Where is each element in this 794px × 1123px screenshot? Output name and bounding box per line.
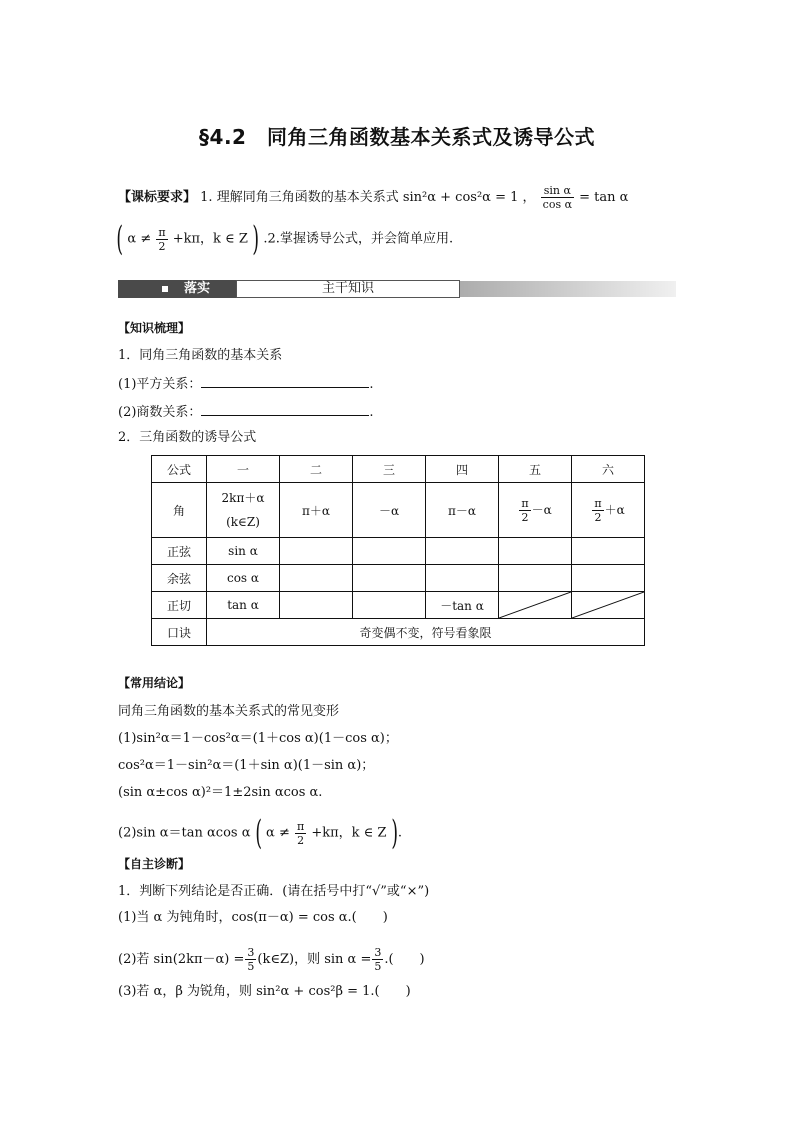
pi-over-2-fraction (519, 497, 530, 524)
conclusion-2: cos²α＝1－sin²α＝(1＋sin α)(1－sin α)； (118, 758, 375, 773)
frac-denominator: 2 (295, 833, 306, 847)
right-paren: ) (390, 813, 398, 853)
conclusion-1: (1)sin²α＝1－cos²α＝(1＋cos α)(1－cos α)； (118, 731, 398, 746)
left-paren: ( (254, 813, 262, 853)
requirements-line-2 (116, 219, 454, 259)
banner-dark-tab (118, 280, 236, 298)
table-header-cell: 四 (426, 456, 499, 483)
frac-numerator: π (521, 496, 529, 510)
tan-alpha: = tan α (579, 190, 629, 205)
knowledge-p1b (118, 403, 374, 421)
answer-blank[interactable] (201, 375, 369, 388)
diagonal-line-icon (572, 592, 644, 618)
conclusions-label: 【常用结论】 (118, 676, 191, 690)
table-cell: 口诀 (152, 619, 207, 646)
frac-numerator: π (296, 819, 305, 833)
answer-blank[interactable] (201, 403, 369, 416)
banner-dark-label: 落实 (184, 281, 211, 296)
table-cell[interactable] (426, 538, 499, 565)
frac-denominator: 5 (374, 960, 382, 973)
table-cell: 余弦 (152, 565, 207, 592)
table-header-cell: 六 (572, 456, 645, 483)
table-cell: 正切 (152, 592, 207, 619)
table-cell: cos α (207, 565, 280, 592)
table-cell[interactable] (280, 592, 353, 619)
pi-over-2-fraction (295, 820, 306, 847)
condition-alpha: α ≠ (266, 825, 290, 841)
table-cell (207, 483, 280, 538)
frac-numerator: 3 (247, 946, 255, 959)
induction-formula-table (151, 455, 645, 646)
banner-light-tab: 主干知识 (236, 280, 460, 298)
table-row (152, 456, 645, 483)
q1b-prefix: (2)若 sin(2kπ－α) = (118, 952, 245, 967)
three-fifths-fraction (372, 946, 383, 973)
table-cell[interactable] (280, 565, 353, 592)
table-cell (499, 483, 572, 538)
frac-numerator: sin α (543, 184, 571, 197)
frac-denominator: 5 (247, 960, 255, 973)
table-cell[interactable] (353, 565, 426, 592)
diagonal-line-icon (499, 592, 571, 618)
angle-formula-6: ＋α (604, 502, 625, 517)
table-row (152, 565, 645, 592)
knowledge-p1a (118, 375, 374, 393)
table-cell: π＋α (280, 483, 353, 538)
square-bullet-icon (162, 286, 168, 292)
table-cell: 角 (152, 483, 207, 538)
conclusion-4 (118, 813, 403, 853)
table-cell: tan α (207, 592, 280, 619)
frac-numerator: π (594, 496, 602, 510)
pi-over-2-fraction (156, 226, 167, 253)
table-cell-rhyme: 奇变偶不变，符号看象限 (207, 619, 645, 646)
frac-denominator: 2 (519, 510, 530, 524)
knowledge-p2: 2．三角函数的诱导公式 (118, 430, 257, 445)
angle-formula-5: －α (531, 502, 552, 517)
frac-denominator: 2 (592, 510, 603, 524)
table-cell[interactable] (353, 592, 426, 619)
period: . (397, 825, 403, 841)
table-cell (572, 483, 645, 538)
table-cell-diagonal (499, 592, 572, 619)
knowledge-label: 【知识梳理】 (118, 321, 191, 335)
table-cell[interactable] (426, 565, 499, 592)
square-relation-label: (1)平方关系： (118, 377, 202, 392)
conclusion-3: (sin α±cos α)²＝1±2sin αcos α. (118, 785, 323, 800)
table-cell: －α (353, 483, 426, 538)
q1b-middle: (k∈Z)，则 sin α = (257, 952, 372, 967)
frac-denominator: 2 (156, 239, 167, 253)
table-cell: －tan α (426, 592, 499, 619)
table-cell[interactable] (499, 538, 572, 565)
table-cell[interactable] (572, 565, 645, 592)
angle-condition-1: (k∈Z) (226, 515, 260, 529)
angle-formula-1: 2kπ＋α (221, 491, 265, 505)
right-paren: ) (252, 219, 259, 259)
condition-rest: +kπ，k ∈ Z (172, 231, 248, 247)
pi-over-2-fraction (592, 497, 603, 524)
table-header-cell: 一 (207, 456, 280, 483)
sin-over-cos-fraction (541, 184, 574, 211)
page-title: §4.2 同角三角函数基本关系式及诱导公式 (199, 125, 595, 149)
table-cell[interactable] (353, 538, 426, 565)
diagnosis-label: 【自主诊断】 (118, 857, 191, 871)
table-row (152, 483, 645, 538)
table-cell: sin α (207, 538, 280, 565)
frac-numerator: 3 (374, 946, 382, 959)
table-cell-diagonal (572, 592, 645, 619)
table-cell[interactable] (572, 538, 645, 565)
left-paren: ( (116, 219, 123, 259)
table-cell: 正弦 (152, 538, 207, 565)
frac-numerator: π (158, 225, 166, 239)
table-cell[interactable] (280, 538, 353, 565)
table-header-cell: 公式 (152, 456, 207, 483)
requirements-line-1 (118, 184, 628, 211)
three-fifths-fraction (245, 946, 256, 973)
frac-denominator: cos α (542, 198, 573, 211)
table-header-cell: 三 (353, 456, 426, 483)
table-cell: π－α (426, 483, 499, 538)
diagnosis-q1: 1．判断下列结论是否正确．(请在括号中打“√”或“×”) (118, 884, 430, 899)
table-row (152, 619, 645, 646)
condition-rest: +kπ，k ∈ Z (311, 825, 387, 841)
table-header-cell: 二 (280, 456, 353, 483)
requirements-item-2: .2.掌握诱导公式，并会简单应用. (263, 231, 454, 247)
diagnosis-q1a: (1)当 α 为钝角时，cos(π－α) = cos α.( ) (118, 910, 388, 925)
conclusions-intro: 同角三角函数的基本关系式的常见变形 (118, 704, 340, 719)
knowledge-p1: 1．同角三角函数的基本关系 (118, 348, 283, 363)
table-row (152, 592, 645, 619)
table-row (152, 538, 645, 565)
diagnosis-q1b (118, 946, 425, 973)
conclusion-4-prefix: (2)sin α＝tan αcos α (118, 825, 251, 841)
quotient-relation-label: (2)商数关系： (118, 405, 202, 420)
q1b-end: .( ) (384, 952, 425, 967)
requirements-label: 【课标要求】 (118, 190, 197, 205)
diagnosis-q1c: (3)若 α，β 为锐角，则 sin²α + cos²β = 1.( ) (118, 984, 411, 999)
table-cell[interactable] (499, 565, 572, 592)
requirements-item-1: 1. 理解同角三角函数的基本关系式 sin²α + cos²α = 1 ， (200, 190, 536, 205)
table-header-cell: 五 (499, 456, 572, 483)
condition-alpha: α ≠ (127, 231, 152, 247)
period: . (369, 377, 374, 392)
section-banner (118, 279, 676, 299)
period: . (369, 405, 374, 420)
